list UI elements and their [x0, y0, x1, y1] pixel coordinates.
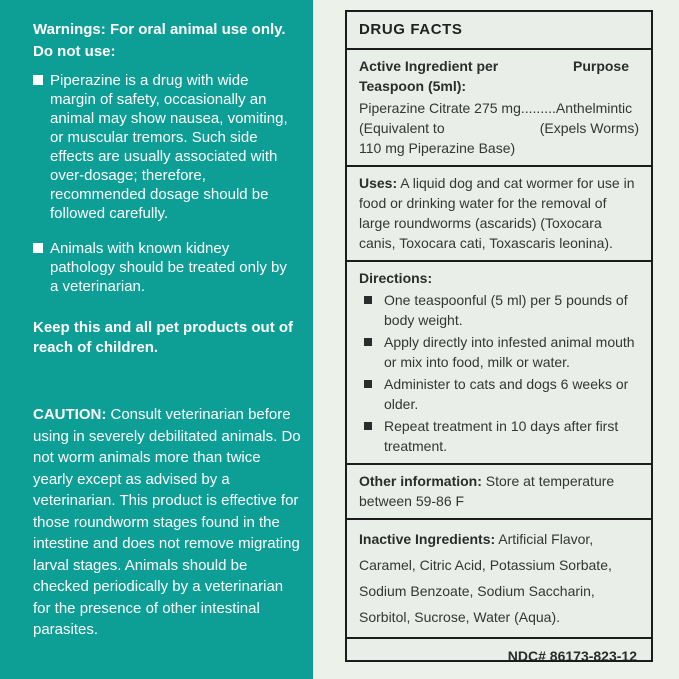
caution-label: CAUTION:: [33, 406, 107, 423]
warning-bullet-item: [33, 239, 297, 296]
ingredient-name: Piperazine Citrate 275 mg: [359, 100, 521, 116]
directions-section: [347, 260, 651, 463]
inactive-ingredients-section: [347, 518, 651, 637]
caution-paragraph: [33, 404, 301, 641]
direction-text: Apply directly into infested animal mouth or mix into food, milk or water.: [384, 334, 635, 370]
warning-bullet-text: Piperazine is a drug with wide margin of safety, occasionally an animal may show nausea, vomiting, or muscular tremors. Such side effects are usually associated with over-dosage; therefore, recommended dosage should be followed carefully.: [50, 72, 288, 222]
other-information-label: Other information:: [359, 473, 482, 489]
equivalent-line1: (Equivalent to: [359, 120, 445, 136]
warning-bullet-text: Animals with known kidney pathology should be treated only by a veterinarian.: [50, 240, 287, 295]
dotted-leader: .........: [520, 100, 556, 116]
direction-item: [359, 332, 639, 372]
bullet-square-icon: [364, 338, 372, 346]
expels-worms-text: (Expels Worms): [539, 120, 639, 136]
direction-text: Repeat treatment in 10 days after first treatment.: [384, 418, 619, 454]
ndc-number: NDC# 86173-823-12: [347, 637, 651, 662]
active-ingredient-section: [347, 48, 651, 165]
bullet-square-icon: [33, 243, 43, 253]
equivalent-line2: 110 mg Piperazine Base): [359, 140, 516, 156]
uses-label: Uses:: [359, 175, 398, 191]
inactive-ingredients-label: Inactive Ingredients:: [359, 531, 496, 547]
direction-text: Administer to cats and dogs 6 weeks or older.: [384, 376, 629, 412]
direction-item: [359, 374, 639, 414]
keep-out-of-reach-text: Keep this and all pet products out of reach of children.: [33, 319, 294, 356]
bullet-square-icon: [364, 296, 372, 304]
direction-item: [359, 416, 639, 456]
bullet-square-icon: [364, 422, 372, 430]
other-information-text: Store at temperature between 59-86 F: [359, 473, 615, 509]
drug-facts-box: [345, 10, 653, 662]
ingredient-row: [359, 98, 639, 118]
uses-section: [347, 165, 651, 260]
equivalent-row: [359, 118, 639, 138]
direction-text: One teaspoonful (5 ml) per 5 pounds of body weight.: [384, 292, 628, 328]
drug-facts-title: DRUG FACTS: [359, 21, 463, 38]
do-not-use-heading: Do not use:: [33, 43, 116, 60]
drug-facts-panel: [313, 0, 679, 679]
directions-label: Directions:: [359, 270, 433, 286]
warnings-title: Warnings: For oral animal use only.: [33, 21, 286, 38]
inactive-ingredients-text: Artificial Flavor, Caramel, Citric Acid, Potassium Sorbate, Sodium Benzoate, Sodium Saccharin, Sorbitol, Sucrose, Water (Aqua).: [359, 531, 612, 625]
active-ingredient-label: Active Ingredient per Teaspoon (5ml):: [359, 58, 499, 94]
bullet-square-icon: [33, 75, 43, 85]
caution-text: Consult veterinarian before using in severely debilitated animals. Do not worm animals more than twice yearly except as advised by a veterinarian. This product is effective for those roundworm stages found in the intestine and does not remove migrating larval stages. Animals should be checked periodically by a veterinarian for the presence of other intestinal parasites.: [33, 406, 301, 638]
purpose-label: Purpose: [572, 58, 629, 74]
direction-item: [359, 290, 639, 330]
purpose-value: Anthelmintic: [555, 100, 633, 116]
warning-bullet-item: [33, 71, 297, 223]
warnings-panel: [0, 0, 313, 679]
uses-text: A liquid dog and cat wormer for use in food or drinking water for the removal of large roundworms (ascarids) (Toxocara canis, Toxocara cati, Toxascaris leonina).: [359, 175, 635, 251]
other-information-section: [347, 463, 651, 518]
bullet-square-icon: [364, 380, 372, 388]
